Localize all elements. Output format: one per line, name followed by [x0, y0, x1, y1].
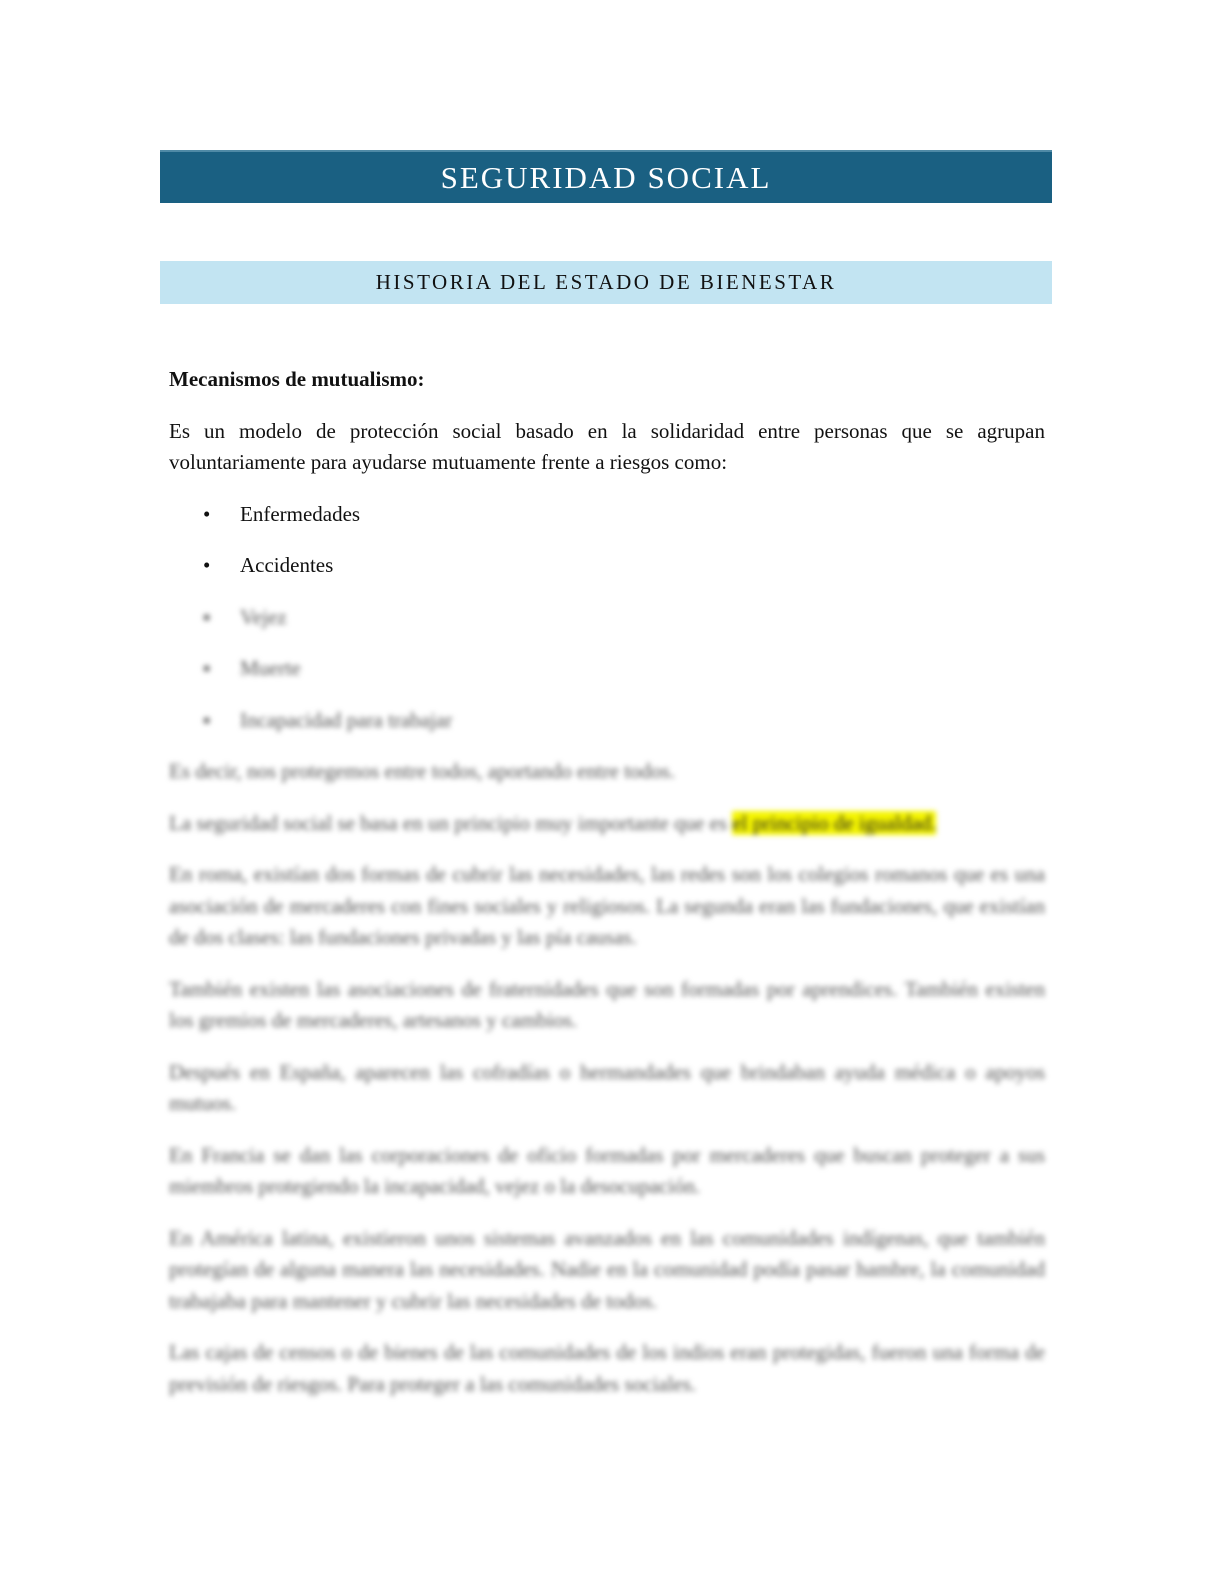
- bullet-icon: •: [203, 553, 211, 577]
- document-title: SEGURIDAD SOCIAL: [440, 159, 772, 195]
- blurred-content: [169, 756, 1045, 1400]
- paragraph: En roma, existían dos formas de cubrir las necesidades, las redes son los colegios romanos que es una asociación de mercaderes con fines sociales y religiosos. La segunda eran las fundaciones, que existían de dos clases: las fundaciones privadas y las pía causas.: [169, 862, 1045, 949]
- highlighted-text: el principio de igualdad.: [732, 810, 937, 835]
- bullet-icon: •: [203, 501, 211, 526]
- intro-paragraph: Es un modelo de protección social basado en la solidaridad entre personas que se agrupan voluntariamente para ayudarse mutuamente frente a riesgos como:: [169, 418, 1045, 474]
- risk-list: [169, 499, 1045, 737]
- list-item: ▪ Muerte: [169, 653, 1045, 685]
- paragraph: Las cajas de censos o de bienes de las comunidades de los indios eran protegidas, fueron una forma de previsión de riesgos. Para proteger a las comunidades sociales.: [169, 1340, 1045, 1396]
- paragraph: La seguridad social se basa en un principio muy importante que es el principio de igualdad.: [169, 810, 937, 835]
- paragraph: En América latina, existieron unos sistemas avanzados en las comunidades indígenas, que también protegían de alguna manera las necesidades. Nadie en la comunidad podía pasar hambre, la comunidad trabajaba para mantener y cubrir las necesidades de todos.: [169, 1225, 1045, 1313]
- document-title-bar: [160, 150, 1052, 203]
- list-item: ▪ Incapacidad para trabajar: [169, 705, 1045, 737]
- list-item: ▪ Vejez: [169, 602, 1045, 634]
- heading-mutualismo: Mecanismos de mutualismo:: [169, 367, 425, 391]
- list-item: • Accidentes: [169, 550, 1045, 582]
- paragraph: Después en España, aparecen las cofradías o hermandades que brindaban ayuda médica o apoyos mutuos.: [169, 1059, 1045, 1115]
- list-item: • Enfermedades: [169, 499, 1045, 531]
- bullet-icon: ▪: [203, 656, 211, 680]
- document-body: [169, 364, 1045, 1420]
- paragraph: En Francia se dan las corporaciones de oficio formadas por mercaderes que buscan proteger a sus miembros protegiendo la incapacidad, vejez o la desocupación.: [169, 1142, 1045, 1198]
- bullet-icon: ▪: [203, 604, 211, 629]
- bullet-icon: ▪: [203, 707, 211, 732]
- paragraph: Es decir, nos protegemos entre todos, aportando entre todos.: [169, 759, 675, 783]
- section-title: HISTORIA DEL ESTADO DE BIENESTAR: [375, 270, 837, 294]
- paragraph: También existen las asociaciones de fraternidades que son formadas por aprendices. También existen los gremios de mercaderes, artesanos y cambios.: [169, 976, 1045, 1032]
- section-title-bar: [160, 261, 1052, 304]
